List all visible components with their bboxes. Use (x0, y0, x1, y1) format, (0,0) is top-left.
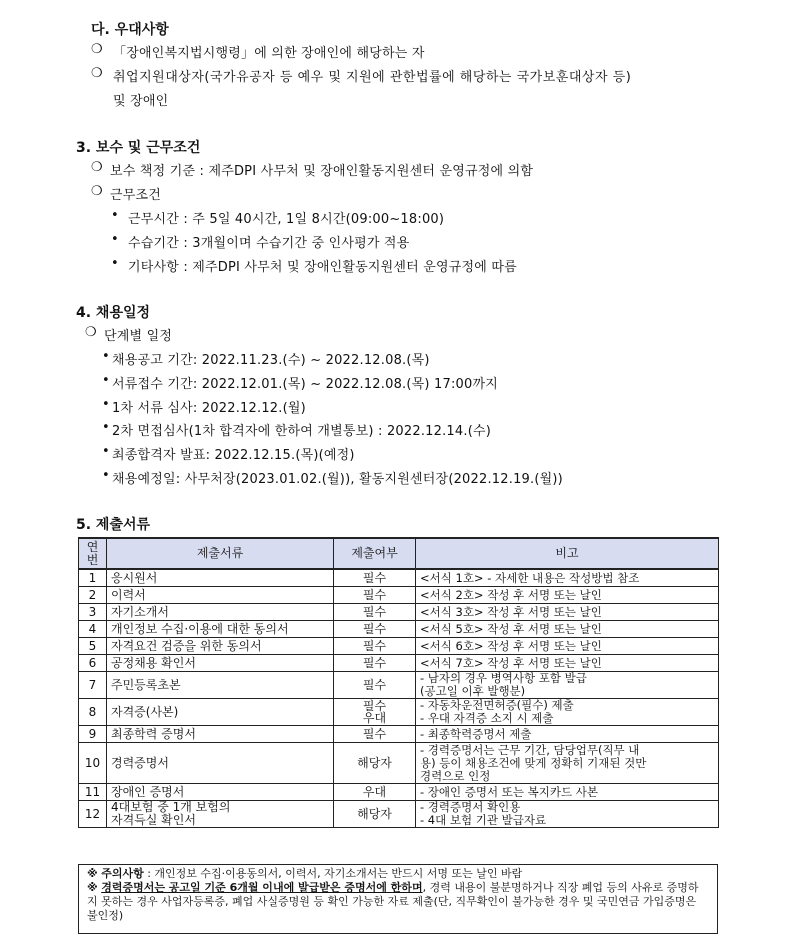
bullet-icon: • (102, 373, 110, 388)
row-required: 필수 (334, 655, 416, 672)
row-no: 8 (79, 699, 107, 726)
table-row (79, 569, 719, 587)
row-document: 4대보험 중 1개 보험의 자격득실 확인서 (107, 801, 334, 828)
row-note: <서식 3호> 작성 후 서명 또는 날인 (416, 604, 719, 621)
row-no: 5 (79, 638, 107, 655)
header-document: 제출서류 (107, 538, 334, 569)
table-row (79, 699, 719, 726)
notice-label: 주의사항 (101, 867, 144, 880)
preference-item-continued: 및 장애인 (113, 94, 169, 109)
bullet-icon: • (111, 232, 119, 247)
notice-text-2: , 경력 내용이 불분명하거나 직장 폐업 등의 사유로 증명하지 못하는 경우 사업자등록증, 폐업 사실증명원 등 확인 가능한 자료 제출(단, 직무확인이 불가능한 경우 및 국민연금 가입증명은 불인정) (87, 881, 699, 922)
row-required: 우대 (334, 784, 416, 801)
row-no: 10 (79, 743, 107, 784)
schedule-step: 2차 면접심사(1차 합격자에 한하여 개별통보) : 2022.12.14.(수) (112, 424, 492, 439)
row-required: 필수 (334, 604, 416, 621)
row-document: 주민등록초본 (107, 672, 334, 699)
hollow-circle-icon: ❍ (91, 160, 103, 175)
row-document: 경력증명서 (107, 743, 334, 784)
row-document: 최종학력 증명서 (107, 726, 334, 743)
notice-emphasis: 경력증명서는 공고일 기준 6개월 이내에 발급받은 증명서에 한하며 (101, 881, 423, 894)
row-no: 9 (79, 726, 107, 743)
condition-item: 수습기간 : 3개월이며 수습기간 중 인사평가 적용 (128, 236, 410, 251)
table-row (79, 743, 719, 784)
schedule-step: 채용공고 기간: 2022.11.23.(수) ~ 2022.12.08.(목) (112, 353, 430, 368)
notice-mark: ※ (87, 867, 98, 880)
row-document: 공정채용 확인서 (107, 655, 334, 672)
schedule-step: 서류접수 기간: 2022.12.01.(목) ~ 2022.12.08.(목) 17:00까지 (112, 377, 498, 392)
preference-item: 「장애인복지법시행령」에 의한 장애인에 해당하는 자 (113, 46, 425, 61)
hollow-circle-icon: ❍ (91, 184, 103, 199)
section4-title: 4. 채용일정 (76, 305, 151, 321)
row-document: 개인정보 수집·이용에 대한 동의서 (107, 621, 334, 638)
header-note: 비고 (416, 538, 719, 569)
table-row (79, 638, 719, 655)
row-required: 필수 (334, 569, 416, 587)
section5-title: 5. 제출서류 (76, 517, 151, 533)
bullet-icon: • (111, 208, 119, 223)
hollow-circle-icon: ❍ (91, 42, 103, 57)
row-no: 7 (79, 672, 107, 699)
row-required: 해당자 (334, 801, 416, 828)
row-document: 자격증(사본) (107, 699, 334, 726)
bullet-icon: • (102, 420, 110, 435)
table-row (79, 784, 719, 801)
preference-item: 취업지원대상자(국가유공자 등 예우 및 지원에 관한법률에 해당하는 국가보훈대상자 등) (113, 70, 632, 85)
row-required: 필수 (334, 726, 416, 743)
row-document: 응시원서 (107, 569, 334, 587)
section-da-title: 다. 우대사항 (91, 22, 169, 38)
row-document: 장애인 증명서 (107, 784, 334, 801)
conditions-label: 근무조건 (110, 188, 162, 203)
bullet-icon: • (102, 468, 110, 483)
row-note: - 최종학력증명서 제출 (416, 726, 719, 743)
row-note: <서식 1호> - 자세한 내용은 작성방법 참조 (416, 569, 719, 587)
notice-box (78, 864, 718, 934)
table-row (79, 801, 719, 828)
table-row (79, 655, 719, 672)
pay-standard: 보수 책정 기준 : 제주DPI 사무처 및 장애인활동지원센터 운영규정에 의함 (110, 164, 534, 179)
row-required: 필수 (334, 638, 416, 655)
bullet-icon: • (102, 444, 110, 459)
table-row (79, 726, 719, 743)
table-header-row (79, 538, 719, 569)
row-note: - 경력증명서는 근무 기간, 담당업무(직무 내 용) 등이 채용조건에 맞게 정확히 기재된 것만 경력으로 인정 (416, 743, 719, 784)
bullet-icon: • (102, 349, 110, 364)
notice-line-1 (87, 867, 709, 881)
row-note: <서식 2호> 작성 후 서명 또는 날인 (416, 587, 719, 604)
table-row (79, 587, 719, 604)
condition-item: 기타사항 : 제주DPI 사무처 및 장애인활동지원센터 운영규정에 따름 (128, 260, 517, 275)
row-no: 3 (79, 604, 107, 621)
schedule-label: 단계별 일정 (104, 329, 173, 344)
row-required: 필수 (334, 587, 416, 604)
notice-text-1: : 개인정보 수집·이용동의서, 이력서, 자기소개서는 반드시 서명 또는 날인 바람 (143, 867, 523, 880)
table-row (79, 604, 719, 621)
row-note: <서식 7호> 작성 후 서명 또는 날인 (416, 655, 719, 672)
row-no: 6 (79, 655, 107, 672)
header-required: 제출여부 (334, 538, 416, 569)
row-required: 해당자 (334, 743, 416, 784)
schedule-step: 최종합격자 발표: 2022.12.15.(목)(예정) (112, 448, 355, 463)
schedule-step: 채용예정일: 사무처장(2023.01.02.(월)), 활동지원센터장(2022.12.19.(월)) (112, 472, 563, 487)
row-note: - 장애인 증명서 또는 복지카드 사본 (416, 784, 719, 801)
hollow-circle-icon: ❍ (91, 66, 103, 81)
row-document: 이력서 (107, 587, 334, 604)
row-note: - 자동차운전면허증(필수) 제출 - 우대 자격증 소지 시 제출 (416, 699, 719, 726)
section3-title: 3. 보수 및 근무조건 (76, 140, 201, 156)
table-row (79, 672, 719, 699)
row-note: <서식 5호> 작성 후 서명 또는 날인 (416, 621, 719, 638)
row-document: 자격요건 검증을 위한 동의서 (107, 638, 334, 655)
notice-mark: ※ (87, 881, 98, 894)
row-no: 12 (79, 801, 107, 828)
row-no: 11 (79, 784, 107, 801)
schedule-step: 1차 서류 심사: 2022.12.12.(월) (112, 401, 306, 416)
header-no: 연 번 (79, 538, 107, 569)
row-document: 자기소개서 (107, 604, 334, 621)
row-note: - 남자의 경우 병역사항 포함 발급 (공고일 이후 발행분) (416, 672, 719, 699)
hollow-circle-icon: ❍ (85, 325, 97, 340)
row-note: <서식 6호> 작성 후 서명 또는 날인 (416, 638, 719, 655)
row-no: 4 (79, 621, 107, 638)
table-row (79, 621, 719, 638)
row-no: 1 (79, 569, 107, 587)
row-required: 필수 (334, 621, 416, 638)
bullet-icon: • (102, 397, 110, 412)
row-no: 2 (79, 587, 107, 604)
notice-line-2 (87, 881, 709, 923)
row-required: 필수 (334, 672, 416, 699)
condition-item: 근무시간 : 주 5일 40시간, 1일 8시간(09:00~18:00) (128, 212, 445, 227)
row-note: - 경력증명서 확인용 - 4대 보험 기관 발급자료 (416, 801, 719, 828)
bullet-icon: • (111, 256, 119, 271)
documents-table (78, 537, 719, 828)
row-required: 필수 우대 (334, 699, 416, 726)
